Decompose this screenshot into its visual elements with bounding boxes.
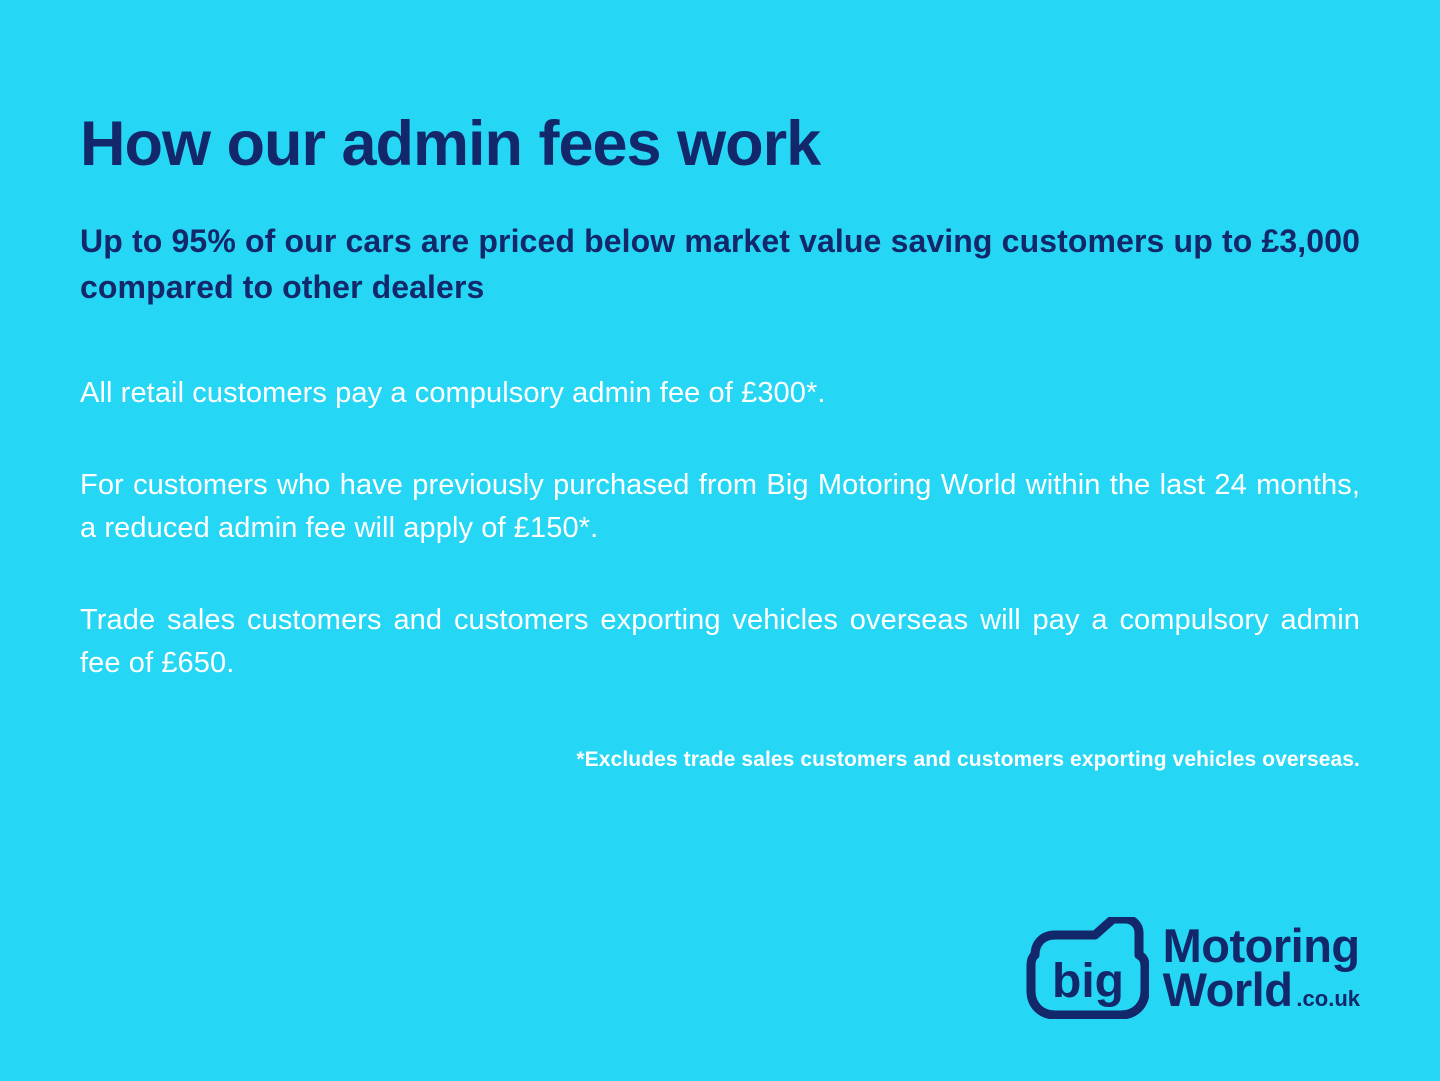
- paragraph-returning-customer-fee: For customers who have previously purchased from Big Motoring World within the last 24 months, a reduced admin fee will apply of £150*.: [80, 468, 1360, 545]
- logo-word-world-row: [1162, 963, 1360, 1016]
- brand-logo: [1021, 917, 1360, 1019]
- logo-word-motoring: Motoring: [1162, 919, 1360, 973]
- subheadline: Up to 95% of our cars are priced below market value saving customers up to £3,000 compared to other dealers: [80, 223, 1360, 305]
- footnote: *Excludes trade sales customers and customers exporting vehicles overseas.: [576, 747, 1360, 771]
- logo-wordmark: [1162, 919, 1360, 1016]
- big-car-icon: [1021, 917, 1149, 1019]
- logo-tld: .co.uk: [1296, 986, 1360, 1011]
- svg-text:big: big: [1051, 955, 1124, 1008]
- paragraph-trade-export-fee: Trade sales customers and customers exporting vehicles overseas will pay a compulsory admin fee of £650.: [80, 603, 1360, 680]
- logo-word-world: World: [1162, 963, 1293, 1016]
- page-title: How our admin fees work: [80, 109, 821, 179]
- paragraph-retail-fee: All retail customers pay a compulsory admin fee of £300*.: [80, 377, 826, 410]
